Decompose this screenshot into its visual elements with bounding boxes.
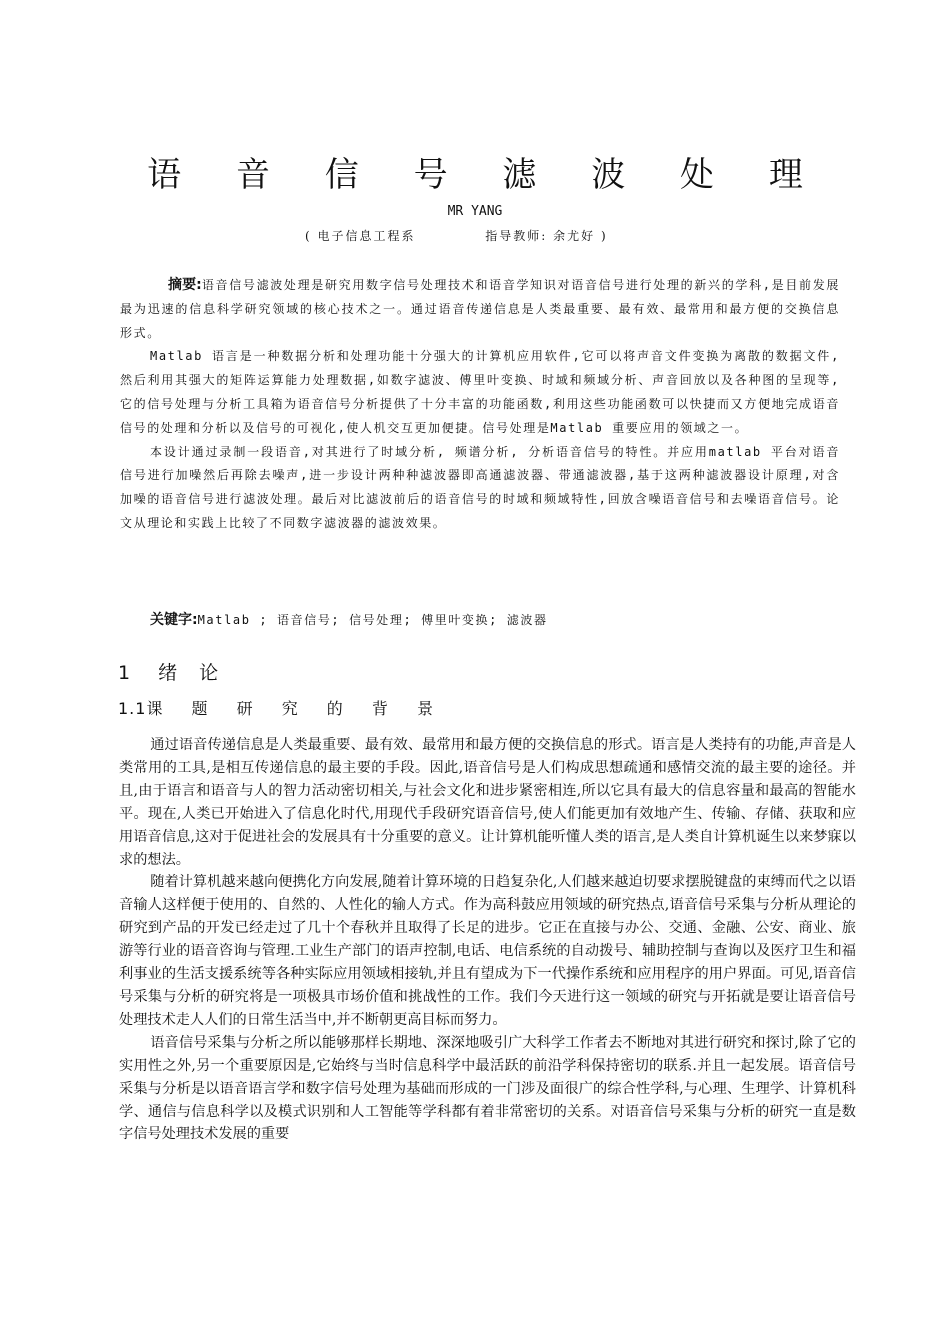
abstract-paragraph: Matlab 语言是一种数据分析和处理功能十分强大的计算机应用软件,它可以将声音文件变换为离散的数据文件,然后利用其强大的矩阵运算能力处理数据,如数字滤波、傅里叶变换、时域和频域分析、声音回放以及各种图的呈现等,它的信号处理与分析工具箱为语音信号分析提供了十分丰富的功能函数,利用这些功能函数可以快捷而又方便地完成语音信号的处理和分析以及信号的可视化,使人机交互更加便捷。信号处理是Matlab 重要应用的领域之一。 <box>120 349 840 435</box>
abstract-paragraph <box>120 274 840 345</box>
subsection-title: 课 题 研 究 的 背 景 <box>146 699 445 718</box>
keywords-label: 关键字: <box>150 612 198 628</box>
subsection-number: 1.1 <box>118 699 147 718</box>
body-text <box>119 734 856 1146</box>
abstract-block <box>120 274 840 536</box>
section-title: 绪 论 <box>158 662 227 684</box>
abstract-text: 语音信号滤波处理是研究用数字信号处理技术和语音学知识对语音信号进行处理的新兴的学科,是目前发展最为迅速的信息科学研究领域的核心技术之一。通过语音传递信息是人类最重要、最有效、最常用和最方便的交换信息形式。 <box>120 278 840 340</box>
body-paragraph: 语音信号采集与分析之所以能够那样长期地、深深地吸引广大科学工作者去不断地对其进行研究和探讨,除了它的实用性之外,另一个重要原因是,它始终与当时信息科学中最活跃的前沿学科保持密切的联系.并且一起发展。语音信号采集与分析是以语音语言学和数字信号处理为基础而形成的一门涉及面很广的综合性学科,与心理、生理学、计算机科学、通信与信息科学以及模式识别和人工智能等学科都有着非常密切的关系。对语音信号采集与分析的研究一直是数字信号处理技术发展的重要 <box>119 1034 856 1143</box>
paper-title: 语 音 信 号 滤 波 处 理 <box>147 155 825 195</box>
section-number: 1 <box>118 662 139 684</box>
abstract-paragraph: 本设计通过录制一段语音,对其进行了时域分析, 频谱分析, 分析语音信号的特性。并应用matlab 平台对语音信号进行加噪然后再除去噪声,进一步设计两种种滤波器即高通滤波器、带通滤波器,基于这两种滤波器设计原理,对含加噪的语音信号进行滤波处理。最后对比滤波前后的语音信号的时域和频域特性,回放含噪语音信号和去噪语音信号。论文从理论和实践上比较了不同数字滤波器的滤波效果。 <box>120 444 840 530</box>
abstract-label: 摘要: <box>168 277 202 293</box>
subsection-heading <box>118 697 445 721</box>
affiliation: ( 电子信息工程系 指导教师: 余尤好 ) <box>305 229 608 243</box>
section-heading <box>118 660 226 686</box>
body-paragraph: 随着计算机越来越向便携化方向发展,随着计算环境的日趋复杂化,人们越来越迫切要求摆脱键盘的束缚而代之以语音输人这样便于使用的、自然的、人性化的输人方式。作为高科鼓应用领域的研究热点,语音信号采集与分析从理论的研究到产品的开发已经走过了几十个春秋并且取得了长足的进步。它正在直接与办公、交通、金融、公安、商业、旅游等行业的语音咨询与管理.工业生产部门的语声控制,电话、电信系统的自动拨号、辅助控制与查询以及医疗卫生和福利事业的生活支援系统等各种实际应用领域相接轨,并且有望成为下一代操作系统和应用程序的用户界面。可见,语音信号采集与分析的研究将是一项极具市场价值和挑战性的工作。我们今天进行这一领域的研究与开拓就是要让语音信号处理技术走人人们的日常生活当中,并不断朝更高目标而努力。 <box>119 874 856 1028</box>
keywords-line <box>150 609 548 631</box>
keywords-text: Matlab ; 语音信号; 信号处理; 傅里叶变换; 滤波器 <box>197 613 548 627</box>
body-paragraph: 通过语音传递信息是人类最重要、最有效、最常用和最方便的交换信息的形式。语言是人类持有的功能,声音是人类常用的工具,是相互传递信息的最主要的手段。因此,语音信号是人们构成思想疏通和感情交流的最主要的途径。并且,由于语言和语音与人的智力活动密切相关,与社会文化和进步紧密相连,所以它具有最大的信息容量和最高的智能水平。现在,人类已开始进入了信息化时代,用现代手段研究语音信号,使人们能更加有效地产生、传输、存储、获取和应用语音信息,这对于促进社会的发展具有十分重要的意义。让计算机能听懂人类的语言,是人类自计算机诞生以来梦寐以求的想法。 <box>119 737 856 868</box>
author-name: MR YANG <box>447 204 503 219</box>
